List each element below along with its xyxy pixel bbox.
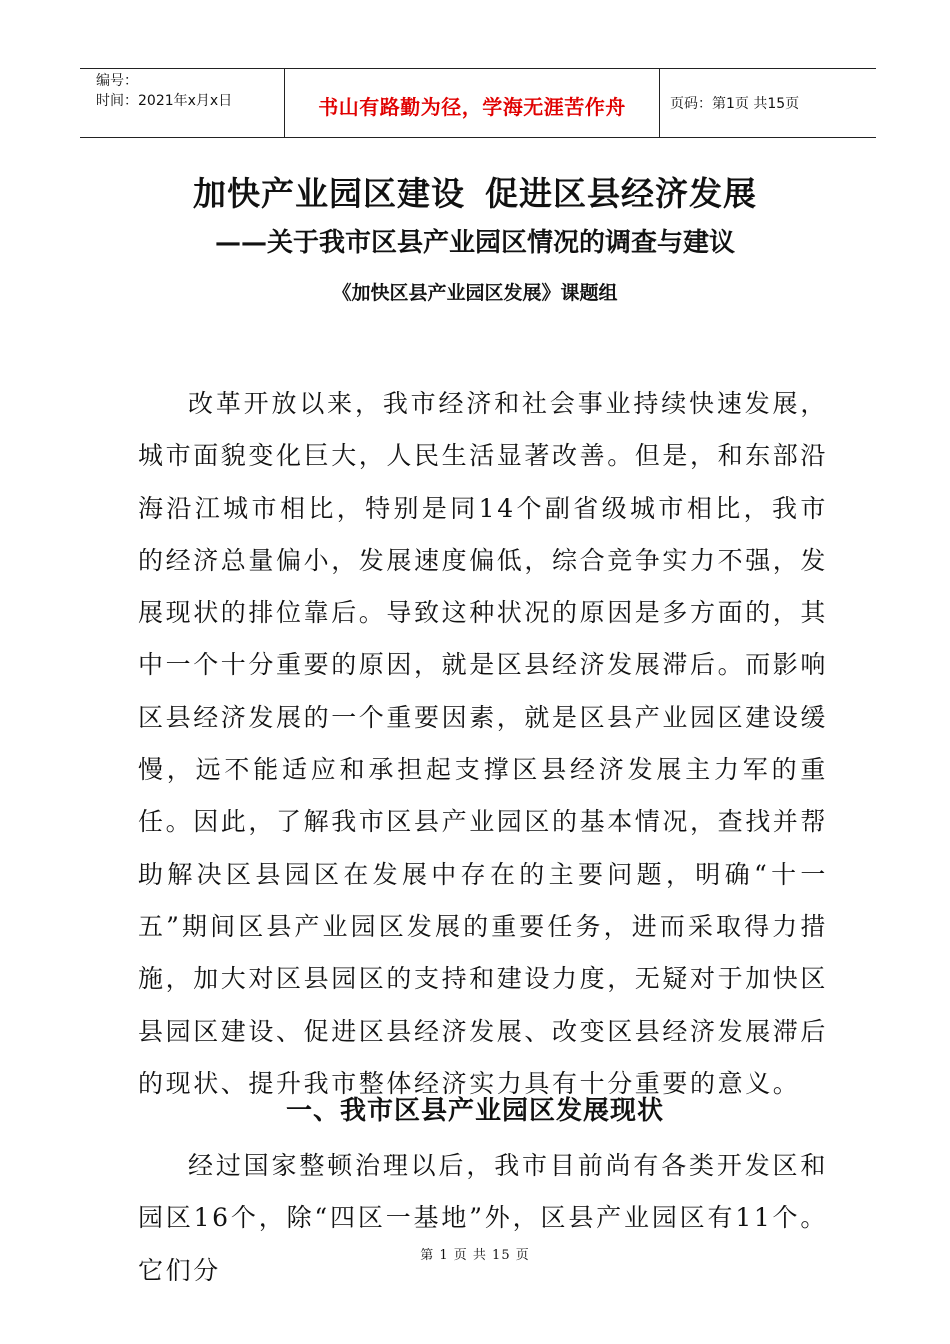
- header-motto: 书山有路勤为径，学海无涯苦作舟: [318, 94, 626, 119]
- header-table: [80, 68, 876, 138]
- section-1-body: [138, 1140, 828, 1297]
- research-group: 《加快区县产业园区发展》课题组: [332, 282, 618, 304]
- paragraph-section-1: 经过国家整顿治理以后，我市目前尚有各类开发区和园区16个，除“四区一基地”外，区县产业园区有11个。它们分: [138, 1151, 828, 1285]
- title-part-1: 加快产业园区建设: [193, 174, 465, 213]
- header-motto-cell: [285, 69, 660, 137]
- header-page-info: 页码：第1页 共15页: [670, 96, 800, 112]
- paragraph-intro: 改革开放以来，我市经济和社会事业持续快速发展，城市面貌变化巨大，人民生活显著改善。但是，和东部沿海沿江城市相比，特别是同14个副省级城市相比，我市的经济总量偏小，发展速度偏低，综合竞争实力不强，发展现状的排位靠后。导致这种状况的原因是多方面的，其中一个十分重要的原因，就是区县经济发展滞后。而影响区县经济发展的一个重要因素，就是区县产业园区建设缓慢，远不能适应和承担起支撑区县经济发展主力军的重任。因此，了解我市区县产业园区的基本情况，查找并帮助解决区县园区在发展中存在的主要问题，明确“十一五”期间区县产业园区发展的重要任务，进而采取得力措施，加大对区县园区的支持和建设力度，无疑对于加快区县园区建设、促进区县经济发展、改变区县经济发展滞后的现状、提升我市整体经济实力具有十分重要的意义。: [138, 389, 829, 1098]
- page-footer: 第 1 页 共 15 页: [420, 1248, 530, 1263]
- intro-section: [138, 378, 828, 1110]
- header-page-cell: [660, 69, 876, 137]
- section-heading: 一、我市区县产业园区发展现状: [285, 1096, 664, 1126]
- document-number-label: 编号：: [96, 73, 138, 89]
- title-part-2: 促进区县经济发展: [485, 174, 757, 213]
- document-subtitle: ——关于我市区县产业园区情况的调查与建议: [214, 228, 735, 258]
- document-title: [0, 168, 950, 215]
- document-time-label: 时间：2021年x月x日: [96, 93, 233, 109]
- header-meta-cell: [80, 69, 285, 137]
